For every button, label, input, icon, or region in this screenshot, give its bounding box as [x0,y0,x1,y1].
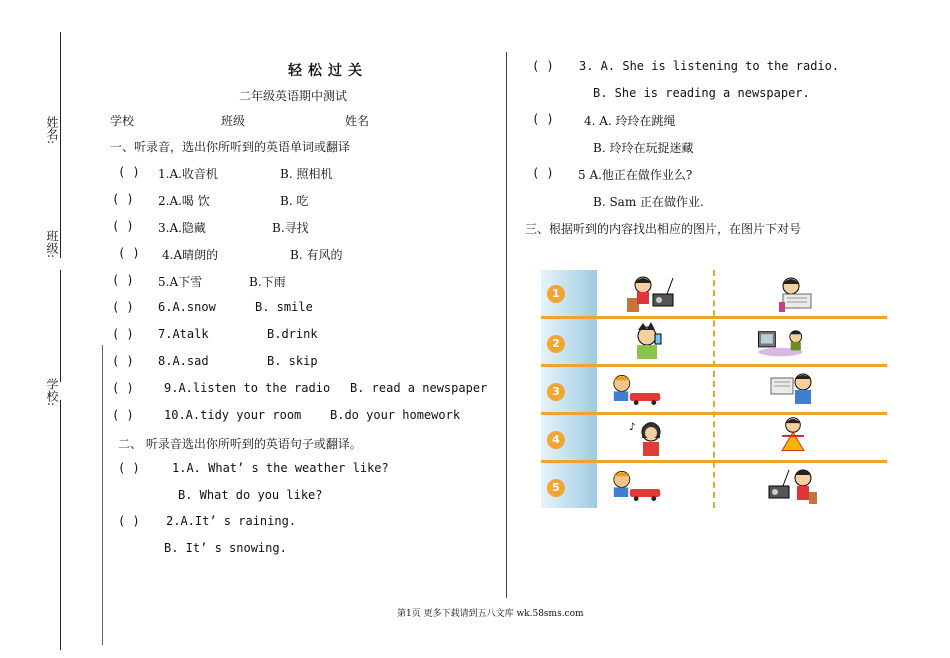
answer-paren[interactable]: ( ) [112,219,134,233]
row-number: 2 [547,335,565,353]
sentence-b: B. What do you like? [178,488,323,502]
margin-line [60,400,61,650]
boy-drinking-picture[interactable] [623,320,679,362]
option-b: B.drink [267,327,318,341]
sentence-b: B. Sam 正在做作业. [593,195,704,209]
answer-paren[interactable]: ( ) [112,192,134,206]
row-number: 5 [547,479,565,497]
option-b: B. read a newspaper [350,381,488,395]
sentence-a: 2.A.It’ s raining. [166,514,297,528]
page-footer: 第1页 更多下载请到五八文库 wk.58sms.com [397,609,584,619]
girl-reading-picture[interactable] [765,272,821,314]
answer-paren[interactable]: ( ) [118,165,140,179]
option-a: 9.A.listen to the radio [164,381,331,395]
boy-tv-picture[interactable] [755,320,811,362]
sentence-a: 5 A.他正在做作业么? [578,168,693,182]
sentence-b: B. She is reading a newspaper. [593,86,810,100]
boy-train-picture[interactable] [609,368,665,410]
option-b: B. skip [267,354,318,368]
sentence-a: 3. A. She is listening to the radio. [579,59,840,73]
girl-dancing-picture[interactable] [765,414,821,456]
row-number: 3 [547,383,565,401]
row-divider [541,412,887,415]
answer-paren[interactable]: ( ) [112,381,134,395]
row-divider [541,364,887,367]
answer-paren[interactable]: ( ) [532,112,554,126]
option-b: B. 照相机 [280,167,333,181]
margin-line [102,345,103,645]
option-b: B.do your homework [330,408,461,422]
answer-paren[interactable]: ( ) [112,300,134,314]
class-label: 班级: [45,230,59,259]
sentence-b: B. 玲玲在玩捉迷藏 [593,141,694,155]
school-field: 学校 [110,114,135,128]
option-a: 3.A.隐藏 [158,221,206,235]
option-a: 2.A.喝 饮 [158,194,210,208]
girl-radio-picture[interactable] [623,272,679,314]
picture-matching-grid [541,270,887,508]
option-b: B. 有风的 [290,248,343,262]
row-number: 1 [547,285,565,303]
answer-paren[interactable]: ( ) [532,166,554,180]
boy-train-picture[interactable] [609,464,665,506]
answer-paren[interactable]: ( ) [118,461,140,475]
option-a: 8.A.sad [158,354,209,368]
row-divider [541,460,887,463]
answer-paren[interactable]: ( ) [118,514,140,528]
section-3-heading: 三、根据听到的内容找出相应的图片，在图片下对号 [525,222,802,236]
class-field: 班级 [221,114,246,128]
answer-paren[interactable]: ( ) [112,354,134,368]
option-a: 7.Atalk [158,327,209,341]
school-label: 学校: [45,378,59,407]
option-a: 5.A下雪 [158,275,203,289]
page-subtitle: 二年级英语期中测试 [239,89,348,103]
girl-singing-picture[interactable] [625,416,681,458]
name-field: 姓名 [345,114,370,128]
answer-paren[interactable]: ( ) [112,408,134,422]
column-separator [713,270,715,508]
boy-newspaper-picture[interactable] [765,368,821,410]
option-a: 10.A.tidy your room [164,408,302,422]
page-title: 轻松过关 [288,63,368,79]
sentence-a: 4. A. 玲玲在跳绳 [584,114,676,128]
sentence-b: B. It’ s snowing. [164,541,287,555]
svg-text:♪: ♪ [629,422,636,433]
option-a: 4.A晴朗的 [162,248,219,262]
margin-line [60,270,61,382]
answer-paren[interactable]: ( ) [118,246,140,260]
option-b: B. 吃 [280,194,309,208]
sentence-a: 1.A. What’ s the weather like? [172,461,389,475]
answer-paren[interactable]: ( ) [532,59,554,73]
girl-radio-picture[interactable] [765,464,821,506]
row-number: 4 [547,431,565,449]
option-a: 6.A.snow [158,300,216,314]
option-b: B.寻找 [272,221,309,235]
name-label: 姓名: [45,116,59,145]
row-divider [541,316,887,319]
option-b: B. smile [255,300,313,314]
answer-paren[interactable]: ( ) [112,273,134,287]
column-divider [506,52,507,598]
section-1-heading: 一、听录音，选出你所听到的英语单词或翻译 [110,140,351,154]
option-a: 1.A.收音机 [158,167,218,181]
section-2-heading: 二、 听录音选出你所听到的英语句子或翻译。 [118,437,362,451]
option-b: B.下雨 [249,275,286,289]
answer-paren[interactable]: ( ) [112,327,134,341]
